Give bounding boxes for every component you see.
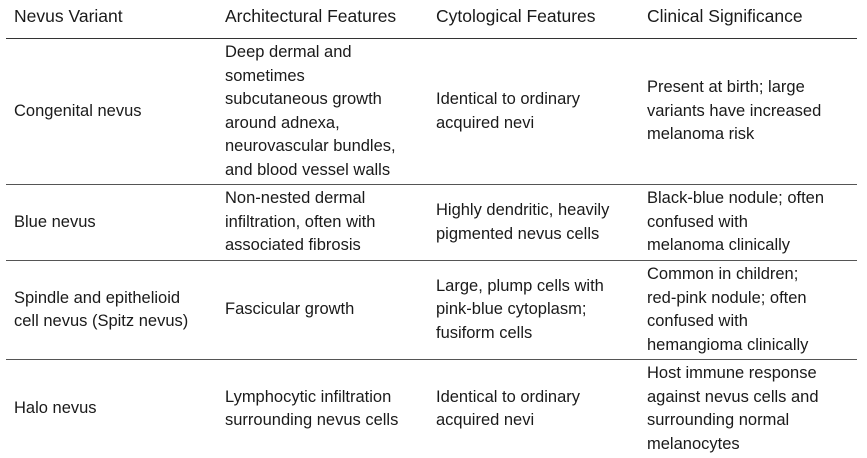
header-cytological-features: Cytological Features [436, 6, 596, 26]
cell-clinical: Black-blue nodule; often confused with melanoma clinically [647, 189, 825, 255]
cell-variant: Blue nevus [14, 212, 96, 231]
header-clinical-significance: Clinical Significance [647, 6, 803, 26]
table-header-row [6, 0, 857, 39]
cell-cytological: Identical to ordinary acquired nevi [436, 90, 580, 132]
cell-clinical: Common in children; red-pink nodule; often confused with hemangioma clinically [647, 265, 809, 354]
cell-cytological: Large, plump cells with pink-blue cytoplasm; fusiform cells [436, 276, 604, 342]
cell-architectural: Lymphocytic infiltration surrounding nevus cells [225, 387, 399, 429]
header-architectural-features: Architectural Features [225, 6, 397, 26]
cell-clinical: Host immune response against nevus cells and surrounding normal melanocytes [647, 364, 819, 453]
table-row [6, 39, 857, 185]
cell-architectural: Non-nested dermal infiltration, often with associated fibrosis [225, 189, 376, 255]
table-row [6, 185, 857, 261]
cell-variant: Halo nevus [14, 399, 97, 418]
nevus-variants-table [6, 0, 857, 458]
cell-clinical: Present at birth; large variants have increased melanoma risk [647, 78, 822, 144]
cell-cytological: Highly dendritic, heavily pigmented nevus cells [436, 201, 610, 243]
cell-cytological: Identical to ordinary acquired nevi [436, 387, 580, 429]
cell-variant: Spindle and epithelioid cell nevus (Spitz nevus) [14, 288, 189, 330]
table-row [6, 261, 857, 360]
cell-variant: Congenital nevus [14, 101, 142, 120]
cell-architectural: Deep dermal and sometimes subcutaneous growth around adnexa, neurovascular bundles, and blood vessel walls [225, 43, 396, 179]
header-nevus-variant: Nevus Variant [14, 6, 123, 26]
cell-architectural: Fascicular growth [225, 300, 355, 319]
table-row [6, 360, 857, 458]
